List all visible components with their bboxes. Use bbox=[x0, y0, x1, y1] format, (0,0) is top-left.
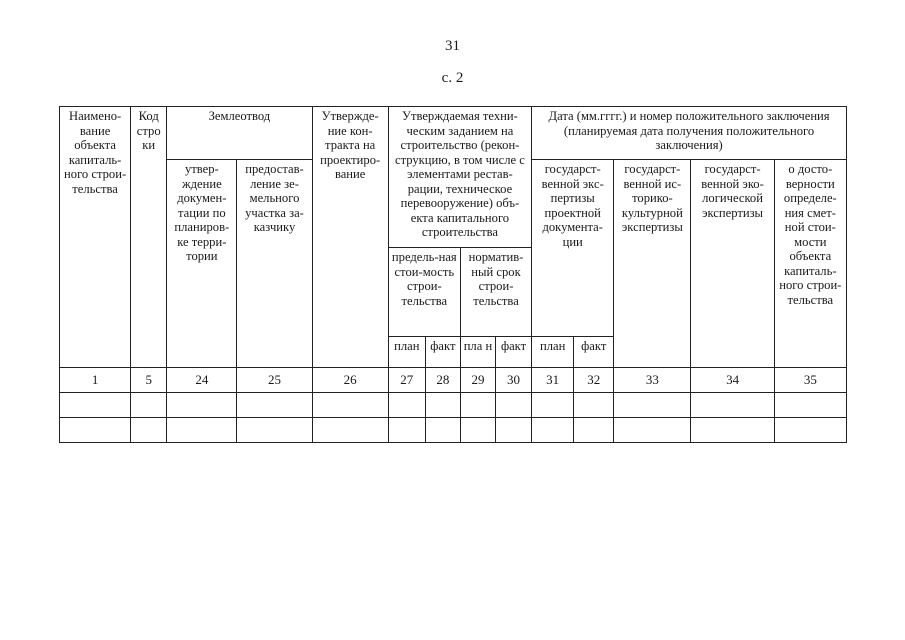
empty-cell bbox=[614, 393, 691, 418]
empty-cell bbox=[131, 418, 167, 443]
column-number: 30 bbox=[495, 368, 531, 393]
empty-cell bbox=[460, 418, 495, 443]
empty-cell bbox=[614, 418, 691, 443]
empty-cell bbox=[425, 418, 460, 443]
empty-cell bbox=[312, 418, 388, 443]
column-number: 31 bbox=[532, 368, 574, 393]
form-table bbox=[59, 106, 847, 443]
header-cost-reliability: о досто-верности определе-ния смет-ной стои-мости объекта капиталь-ного строи-тельства bbox=[774, 160, 846, 368]
header-row-1 bbox=[60, 107, 847, 160]
empty-cell bbox=[532, 393, 574, 418]
empty-cell bbox=[237, 393, 312, 418]
column-number: 25 bbox=[237, 368, 312, 393]
empty-data-row bbox=[60, 393, 847, 418]
column-number: 5 bbox=[131, 368, 167, 393]
column-number: 35 bbox=[774, 368, 846, 393]
column-number: 34 bbox=[691, 368, 774, 393]
header-object-name: Наимено-вание объекта капиталь-ного строи-тельства bbox=[60, 107, 131, 368]
column-number: 24 bbox=[167, 368, 237, 393]
header-conclusion: Дата (мм.гггг.) и номер положительного заключения (планируемая дата получения положительного заключения) bbox=[532, 107, 847, 160]
column-number: 1 bbox=[60, 368, 131, 393]
empty-cell bbox=[460, 393, 495, 418]
empty-cell bbox=[774, 393, 846, 418]
header-norm-term: норматив-ный срок строи-тельства bbox=[460, 248, 531, 337]
empty-cell bbox=[691, 418, 774, 443]
empty-cell bbox=[388, 393, 425, 418]
empty-data-row bbox=[60, 418, 847, 443]
empty-cell bbox=[495, 418, 531, 443]
header-land-allocation: Землеотвод bbox=[167, 107, 312, 160]
header-expertise-fact: факт bbox=[574, 337, 614, 368]
header-historic-expertise: государст-венной ис-торико-культурной экспертизы bbox=[614, 160, 691, 368]
column-number: 29 bbox=[460, 368, 495, 393]
empty-cell bbox=[388, 418, 425, 443]
empty-cell bbox=[60, 418, 131, 443]
column-number: 27 bbox=[388, 368, 425, 393]
empty-cell bbox=[425, 393, 460, 418]
header-term-plan: пла н bbox=[460, 337, 495, 368]
empty-cell bbox=[691, 393, 774, 418]
empty-cell bbox=[60, 393, 131, 418]
empty-cell bbox=[167, 418, 237, 443]
header-land-grant: предостав-ление зе-мельного участка за-казчику bbox=[237, 160, 312, 368]
empty-cell bbox=[495, 393, 531, 418]
empty-cell bbox=[131, 393, 167, 418]
header-cost-plan: план bbox=[388, 337, 425, 368]
sheet-label: с. 2 bbox=[441, 70, 464, 86]
empty-cell bbox=[574, 418, 614, 443]
empty-cell bbox=[237, 418, 312, 443]
header-cost-fact: факт bbox=[425, 337, 460, 368]
page-number: 31 bbox=[445, 38, 460, 54]
empty-cell bbox=[774, 418, 846, 443]
column-number-row bbox=[60, 368, 847, 393]
header-row-code: Код стро ки bbox=[131, 107, 167, 368]
column-number: 28 bbox=[425, 368, 460, 393]
empty-cell bbox=[312, 393, 388, 418]
empty-cell bbox=[167, 393, 237, 418]
header-max-cost: предель-ная стои-мость строи-тельства bbox=[388, 248, 460, 337]
empty-cell bbox=[574, 393, 614, 418]
header-expertise-plan: план bbox=[532, 337, 574, 368]
header-eco-expertise: государст-венной эко-логической экспертизы bbox=[691, 160, 774, 368]
empty-cell bbox=[532, 418, 574, 443]
header-contract-approval: Утвержде-ние кон-тракта на проектиро-вание bbox=[312, 107, 388, 368]
header-land-approval: утвер-ждение докумен-тации по планиров-ке терри-тории bbox=[167, 160, 237, 368]
column-number: 26 bbox=[312, 368, 388, 393]
header-term-fact: факт bbox=[495, 337, 531, 368]
column-number: 32 bbox=[574, 368, 614, 393]
column-number: 33 bbox=[614, 368, 691, 393]
header-state-expertise: государст-венной экс-пертизы проектной документа-ции bbox=[532, 160, 614, 337]
header-approved-task: Утверждаемая техни-ческим заданием на строительство (рекон-струкцию, в том числе с элементами рестав-рации, техническое перевооружение) объ-екта капитального строительства bbox=[388, 107, 531, 248]
